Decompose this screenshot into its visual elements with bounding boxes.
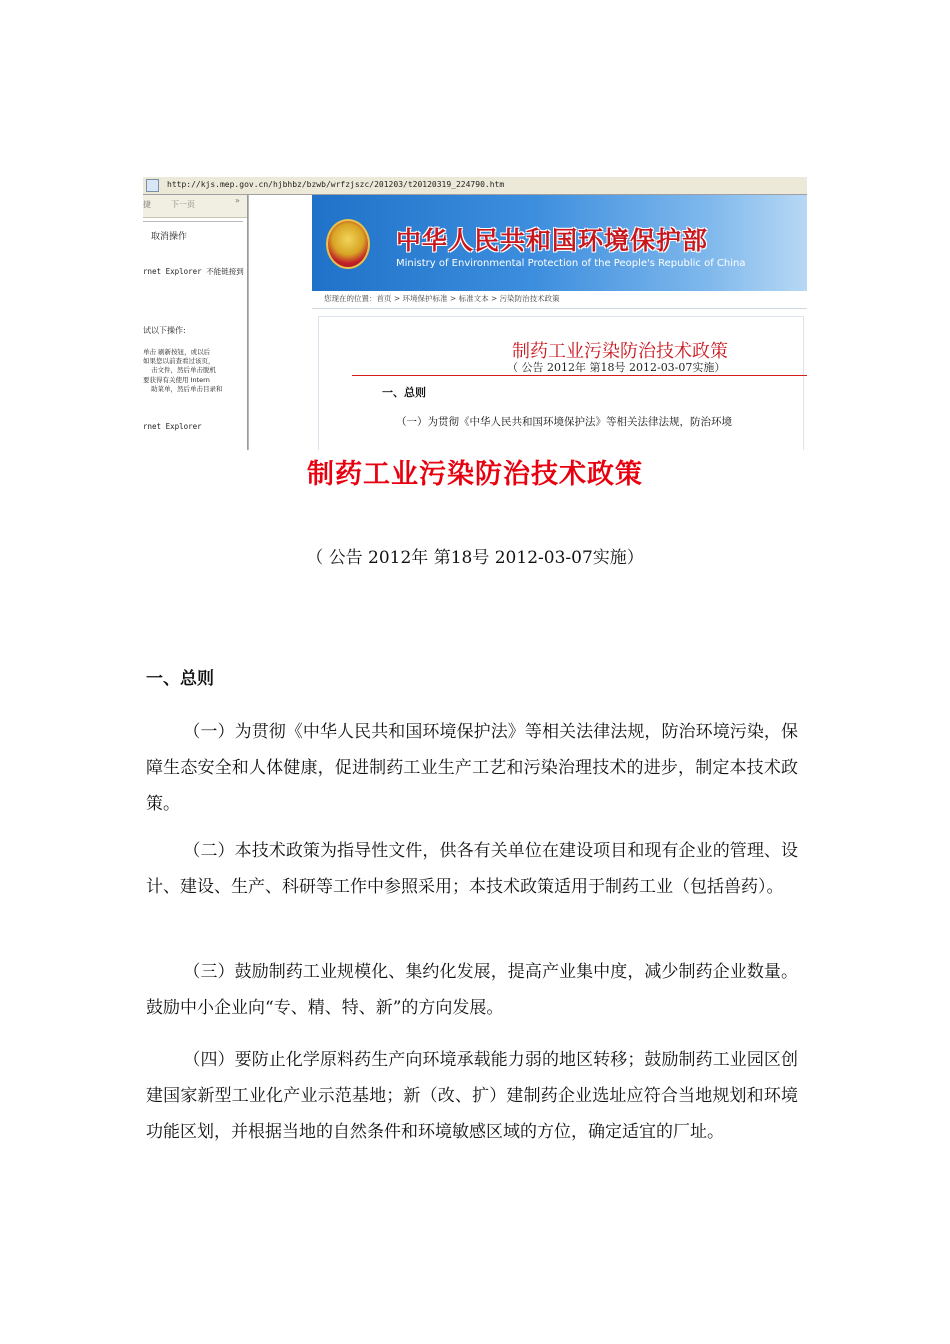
- bullet-item: 击文件，然后单击脱机: [151, 366, 216, 374]
- section-heading: 一、总则: [146, 669, 214, 689]
- address-bar: [143, 177, 807, 195]
- address-url: http://kjs.mep.gov.cn/hjbhbz/bzwb/wrfzjszc/201203/t20120319_224790.htm: [167, 180, 505, 189]
- paragraph-3: （三）鼓励制药工业规模化、集约化发展，提高产业集中度，减少制药企业数量。鼓励中小企业向“专、精、特、新”的方向发展。: [146, 962, 798, 1018]
- toolbar-left-label: 捷: [143, 200, 151, 209]
- embedded-screenshot: [143, 177, 807, 450]
- bullet-item: 如果您以前查看过该页，: [143, 357, 215, 365]
- article-title: 制药工业污染防治技术政策: [512, 341, 728, 362]
- ie-error-text: rnet Explorer 不能链接到: [143, 267, 244, 276]
- ie-footer-text: rnet Explorer: [143, 422, 202, 431]
- article-subtitle: （ 公告 2012年 第18号 2012-03-07实施）: [507, 361, 726, 374]
- bullet-item: 要获得有关使用 Intern: [143, 376, 210, 384]
- document-subtitle: （ 公告 2012年 第18号 2012-03-07实施）: [306, 548, 644, 568]
- paragraph-4: （四）要防止化学原料药生产向环境承载能力弱的地区转移；鼓励制药工业园区创建国家新型工业化产业示范基地；新（改、扩）建制药企业选址应符合当地规划和环境功能区划，并根据当地的自然条件和环境敏感区域的方位，确定适宜的厂址。: [146, 1050, 798, 1142]
- breadcrumb: 您现在的位置：首页 > 环境保护标准 > 标准文本 > 污染防治技术政策: [324, 294, 560, 303]
- national-emblem-icon: [326, 219, 370, 269]
- paragraph-1: （一）为贯彻《中华人民共和国环境保护法》等相关法律法规，防治环境污染，保障生态安全和人体健康，促进制药工业生产工艺和污染治理技术的进步，制定本技术政策。: [146, 722, 798, 814]
- try-heading: 试以下操作:: [143, 326, 186, 335]
- paragraph-2: （二）本技术政策为指导性文件，供各有关单位在建设项目和现有企业的管理、设计、建设、生产、科研等工作中参照采用；本技术政策适用于制药工业（包括兽药）。: [146, 841, 798, 897]
- red-rule: [352, 375, 807, 376]
- site-subtitle: Ministry of Environmental Protection of the People's Republic of China: [396, 258, 746, 269]
- site-title: 中华人民共和国环境保护部: [396, 226, 709, 255]
- document-title: 制药工业污染防治技术政策: [307, 459, 643, 490]
- cancel-label: 取消操作: [151, 232, 188, 242]
- page-icon: [146, 179, 159, 192]
- more-chevron-icon: »: [235, 196, 240, 205]
- site-banner: [312, 195, 807, 291]
- article-heading: 一、总则: [382, 386, 426, 399]
- ministry-site: [312, 195, 807, 450]
- article-first-line: （一）为贯彻《中华人民共和国环境保护法》等相关法律法规，防治环境: [396, 416, 732, 428]
- article-frame: [312, 308, 807, 450]
- next-page-label: 下一页: [171, 200, 195, 209]
- bullet-item: 单击 刷新按钮，或以后: [143, 348, 211, 356]
- divider: [143, 221, 243, 222]
- error-panel: [143, 195, 248, 450]
- pane-divider: [248, 195, 249, 450]
- bullet-item: 助菜单，然后单击目录和: [151, 385, 223, 393]
- error-toolbar: [143, 195, 247, 218]
